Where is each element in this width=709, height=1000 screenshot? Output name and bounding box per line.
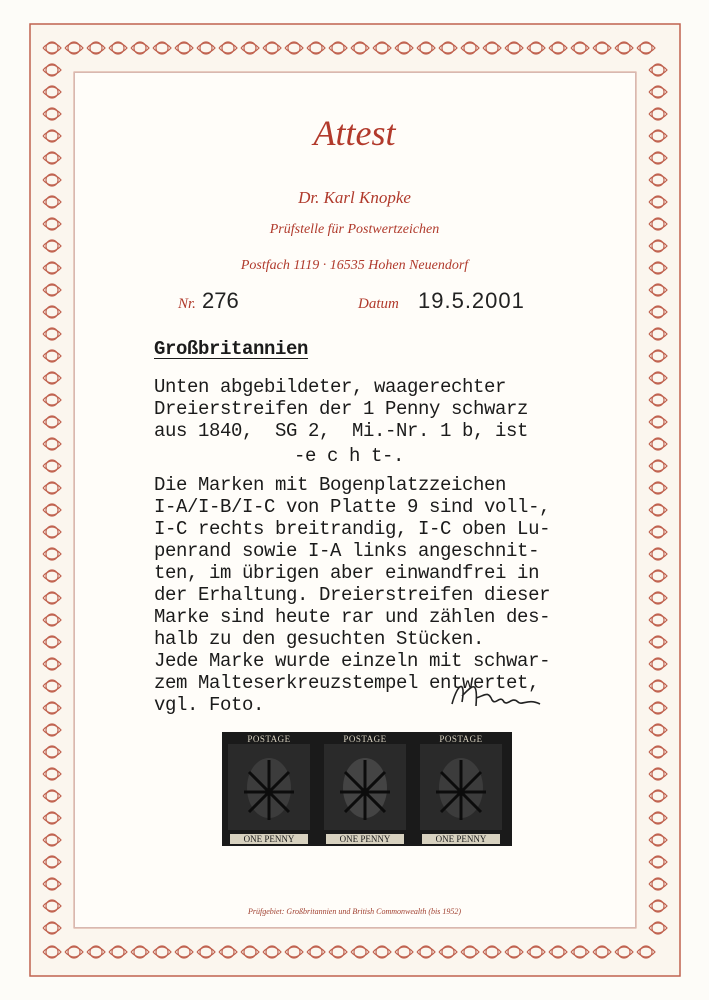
issuer-address: Postfach 1119 · 16535 Hohen Neuendorf (240, 258, 469, 273)
date-label: Datum (358, 296, 399, 312)
verdict-text: -e c h t-. (294, 445, 405, 467)
issuer-name: Dr. Karl Knopke (298, 188, 411, 207)
number-label: Nr. (178, 296, 196, 312)
stamp-3-top-label: POSTAGE (439, 734, 483, 744)
country-heading: Großbritannien (154, 338, 309, 360)
stamp-3 (416, 732, 506, 846)
footer-note: Prüfgebiet: Großbritannien und British Commonwealth (bis 1952) (247, 907, 462, 916)
stamp-3-bottom-label: ONE PENNY (422, 834, 500, 844)
certificate-title: Attest (313, 113, 396, 153)
stamp-2-top-label: POSTAGE (343, 734, 387, 744)
stamp-1 (224, 732, 314, 846)
date-value: 19.5.2001 (418, 288, 525, 313)
stamp-strip-photo (222, 732, 512, 846)
stamp-2 (320, 732, 410, 846)
condition-paragraph: Die Marken mit Bogenplatzzeichen I-A/I-B/I-C von Platte 9 sind voll-, I-C rechts breitrandig, I-C oben Lu- penrand sowie I-A links angeschnit- ten, im übrigen aber einwandfrei in der Erhaltung. Dreierstreifen dieser Marke sind heute rar und zählen des- halb zu den gesuchten Stücken. Jede Marke wurde einzeln mit schwar- zem Malteserkreuzstempel entwertet, vgl. Foto. (154, 474, 551, 716)
description-paragraph: Unten abgebildeter, waagerechter Dreierstreifen der 1 Penny schwarz aus 1840, SG 2, Mi.-Nr. 1 b, ist (154, 376, 529, 442)
stamp-2-bottom-label: ONE PENNY (326, 834, 404, 844)
stamp-1-bottom-label: ONE PENNY (230, 834, 308, 844)
handwritten-signature (448, 676, 548, 716)
issuer-subtitle: Prüfstelle für Postwertzeichen (269, 222, 440, 237)
stamp-1-top-label: POSTAGE (247, 734, 291, 744)
number-value: 276 (202, 288, 239, 313)
